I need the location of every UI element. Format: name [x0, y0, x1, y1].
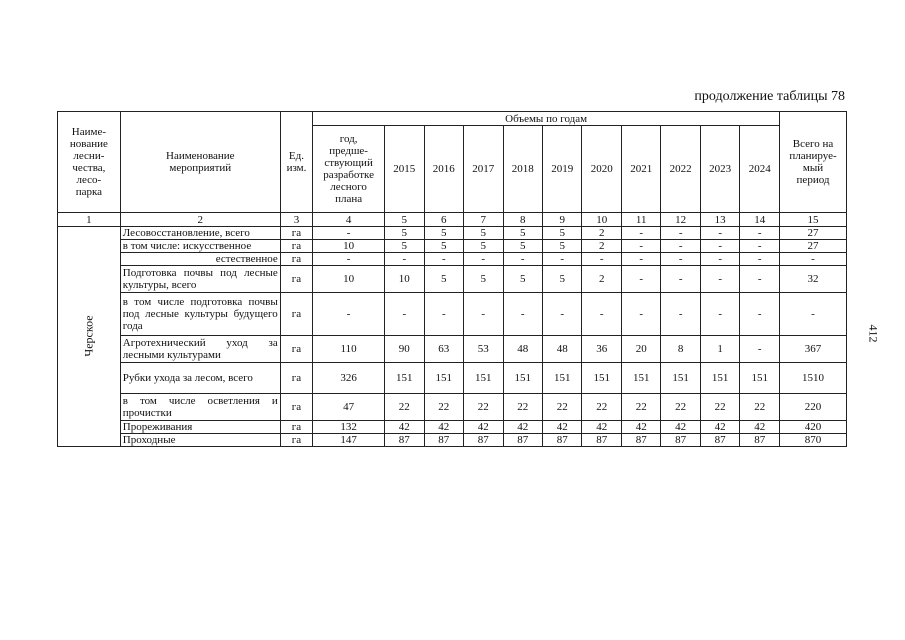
- value-cell: 22: [621, 394, 660, 421]
- header-year-2021: 2021: [621, 126, 660, 213]
- value-cell: 151: [464, 363, 503, 394]
- value-cell: 22: [542, 394, 581, 421]
- total-cell: 27: [780, 240, 847, 253]
- value-cell: -: [740, 227, 780, 240]
- value-cell: -: [313, 253, 385, 266]
- value-cell: -: [661, 227, 700, 240]
- table-row: [58, 421, 847, 434]
- column-number: 14: [740, 213, 780, 227]
- value-cell: -: [385, 253, 424, 266]
- value-cell: 1: [700, 336, 739, 363]
- value-cell: 110: [313, 336, 385, 363]
- unit-cell: га: [280, 227, 312, 240]
- value-cell: 42: [424, 421, 463, 434]
- value-cell: -: [503, 293, 542, 336]
- forestry-cell: [58, 227, 121, 447]
- value-cell: 90: [385, 336, 424, 363]
- table-row: [58, 266, 847, 293]
- header-unit-text: Ед. изм.: [286, 150, 307, 174]
- value-cell: 48: [503, 336, 542, 363]
- value-cell: 5: [503, 240, 542, 253]
- value-cell: -: [661, 240, 700, 253]
- value-cell: -: [700, 253, 739, 266]
- header-year-2018: 2018: [503, 126, 542, 213]
- value-cell: 151: [700, 363, 739, 394]
- value-cell: 42: [385, 421, 424, 434]
- value-cell: 132: [313, 421, 385, 434]
- value-cell: 147: [313, 434, 385, 447]
- value-cell: -: [424, 293, 463, 336]
- total-cell: 27: [780, 227, 847, 240]
- header-forestry: [58, 112, 121, 213]
- value-cell: -: [621, 240, 660, 253]
- unit-cell: га: [280, 293, 312, 336]
- column-number: 9: [542, 213, 581, 227]
- measure-name: Агротехнический уход за лесными культурами: [120, 336, 280, 363]
- header-year-2020: 2020: [582, 126, 621, 213]
- value-cell: 151: [582, 363, 621, 394]
- value-cell: 10: [313, 266, 385, 293]
- value-cell: 151: [542, 363, 581, 394]
- header-prev-year: [313, 126, 385, 213]
- value-cell: 42: [464, 421, 503, 434]
- header-year-2017: 2017: [464, 126, 503, 213]
- value-cell: -: [740, 240, 780, 253]
- value-cell: 87: [542, 434, 581, 447]
- header-by-years: Объемы по годам: [313, 112, 780, 126]
- table-row: [58, 363, 847, 394]
- value-cell: -: [582, 253, 621, 266]
- header-measure: [120, 112, 280, 213]
- value-cell: 5: [385, 227, 424, 240]
- value-cell: 151: [740, 363, 780, 394]
- value-cell: 22: [464, 394, 503, 421]
- header-year-2016: 2016: [424, 126, 463, 213]
- forestry-name: Черское: [81, 315, 96, 357]
- value-cell: -: [740, 293, 780, 336]
- header-forestry-text: Наиме- нование лесни- чества, лесо- парка: [69, 126, 108, 198]
- value-cell: 36: [582, 336, 621, 363]
- value-cell: -: [700, 293, 739, 336]
- forest-measures-table: [57, 111, 847, 447]
- value-cell: -: [424, 253, 463, 266]
- measure-name: в том числе: искусственное: [120, 240, 280, 253]
- value-cell: 42: [582, 421, 621, 434]
- value-cell: 87: [503, 434, 542, 447]
- value-cell: 22: [424, 394, 463, 421]
- unit-cell: га: [280, 363, 312, 394]
- page-number: 412: [866, 324, 881, 343]
- header-unit: [280, 112, 312, 213]
- total-cell: 367: [780, 336, 847, 363]
- value-cell: -: [542, 293, 581, 336]
- column-number: 2: [120, 213, 280, 227]
- total-cell: 870: [780, 434, 847, 447]
- column-number: 11: [621, 213, 660, 227]
- table-row: [58, 227, 847, 240]
- value-cell: -: [621, 293, 660, 336]
- value-cell: 5: [424, 266, 463, 293]
- value-cell: 5: [503, 227, 542, 240]
- value-cell: -: [621, 227, 660, 240]
- column-number: 15: [780, 213, 847, 227]
- measure-name: Прореживания: [120, 421, 280, 434]
- value-cell: 151: [385, 363, 424, 394]
- value-cell: 87: [582, 434, 621, 447]
- unit-cell: га: [280, 394, 312, 421]
- value-cell: 5: [464, 240, 503, 253]
- value-cell: 151: [424, 363, 463, 394]
- value-cell: 5: [385, 240, 424, 253]
- measure-name: Рубки ухода за лесом, всего: [120, 363, 280, 394]
- value-cell: 5: [424, 240, 463, 253]
- value-cell: 47: [313, 394, 385, 421]
- value-cell: -: [621, 266, 660, 293]
- total-cell: 1510: [780, 363, 847, 394]
- value-cell: -: [661, 293, 700, 336]
- header-year-2015: 2015: [385, 126, 424, 213]
- header-year-2022: 2022: [661, 126, 700, 213]
- value-cell: 87: [700, 434, 739, 447]
- value-cell: -: [582, 293, 621, 336]
- total-cell: 420: [780, 421, 847, 434]
- value-cell: 53: [464, 336, 503, 363]
- value-cell: -: [740, 336, 780, 363]
- value-cell: 2: [582, 227, 621, 240]
- value-cell: 42: [621, 421, 660, 434]
- value-cell: 42: [503, 421, 542, 434]
- measure-name: в том числе осветления и прочистки: [120, 394, 280, 421]
- value-cell: 151: [661, 363, 700, 394]
- value-cell: 8: [661, 336, 700, 363]
- value-cell: 42: [542, 421, 581, 434]
- value-cell: 5: [542, 240, 581, 253]
- header-year-2019: 2019: [542, 126, 581, 213]
- column-number: 7: [464, 213, 503, 227]
- table-row: [58, 394, 847, 421]
- value-cell: -: [503, 253, 542, 266]
- value-cell: -: [464, 253, 503, 266]
- value-cell: 87: [385, 434, 424, 447]
- measure-name: Проходные: [120, 434, 280, 447]
- value-cell: 42: [700, 421, 739, 434]
- measure-name: Подготовка почвы под лесные культуры, всего: [120, 266, 280, 293]
- value-cell: 2: [582, 266, 621, 293]
- value-cell: 151: [503, 363, 542, 394]
- value-cell: 42: [740, 421, 780, 434]
- value-cell: 5: [503, 266, 542, 293]
- table-row: [58, 336, 847, 363]
- header-year-2024: 2024: [740, 126, 780, 213]
- value-cell: 10: [313, 240, 385, 253]
- value-cell: 63: [424, 336, 463, 363]
- value-cell: -: [700, 240, 739, 253]
- header-total-text: Всего на планируе- мый период: [789, 138, 837, 186]
- column-number: 4: [313, 213, 385, 227]
- value-cell: 5: [424, 227, 463, 240]
- value-cell: 326: [313, 363, 385, 394]
- column-number: 6: [424, 213, 463, 227]
- unit-cell: га: [280, 266, 312, 293]
- unit-cell: га: [280, 240, 312, 253]
- total-cell: -: [780, 253, 847, 266]
- value-cell: 87: [661, 434, 700, 447]
- value-cell: 22: [582, 394, 621, 421]
- total-cell: 32: [780, 266, 847, 293]
- value-cell: -: [464, 293, 503, 336]
- value-cell: -: [385, 293, 424, 336]
- unit-cell: га: [280, 336, 312, 363]
- table-caption: продолжение таблицы 78: [694, 89, 845, 104]
- column-number: 5: [385, 213, 424, 227]
- value-cell: 87: [621, 434, 660, 447]
- value-cell: 22: [385, 394, 424, 421]
- value-cell: 87: [424, 434, 463, 447]
- value-cell: 22: [503, 394, 542, 421]
- value-cell: 5: [542, 227, 581, 240]
- value-cell: 22: [700, 394, 739, 421]
- value-cell: -: [542, 253, 581, 266]
- column-number: 13: [700, 213, 739, 227]
- total-cell: 220: [780, 394, 847, 421]
- value-cell: -: [740, 253, 780, 266]
- column-number: 3: [280, 213, 312, 227]
- total-cell: -: [780, 293, 847, 336]
- value-cell: -: [661, 266, 700, 293]
- header-prev-year-text: год, предше- ствующий разработке лесного плана: [323, 133, 375, 205]
- value-cell: -: [700, 266, 739, 293]
- value-cell: 87: [464, 434, 503, 447]
- value-cell: 5: [464, 227, 503, 240]
- value-cell: 87: [740, 434, 780, 447]
- unit-cell: га: [280, 253, 312, 266]
- value-cell: 20: [621, 336, 660, 363]
- value-cell: -: [740, 266, 780, 293]
- column-number: 12: [661, 213, 700, 227]
- table-row: [58, 434, 847, 447]
- column-number: 10: [582, 213, 621, 227]
- value-cell: 22: [740, 394, 780, 421]
- value-cell: -: [313, 227, 385, 240]
- value-cell: 10: [385, 266, 424, 293]
- value-cell: -: [661, 253, 700, 266]
- column-number: 1: [58, 213, 121, 227]
- header-year-2023: 2023: [700, 126, 739, 213]
- measure-name: Лесовосстановление, всего: [120, 227, 280, 240]
- measure-name: в том числе подготовка почвы под лесные культуры будущего года: [120, 293, 280, 336]
- measure-name: естественное: [120, 253, 280, 266]
- unit-cell: га: [280, 421, 312, 434]
- header-total: [780, 112, 847, 213]
- value-cell: -: [621, 253, 660, 266]
- value-cell: 5: [542, 266, 581, 293]
- value-cell: 48: [542, 336, 581, 363]
- value-cell: 151: [621, 363, 660, 394]
- column-number: 8: [503, 213, 542, 227]
- table-row: [58, 253, 847, 266]
- value-cell: -: [313, 293, 385, 336]
- value-cell: 5: [464, 266, 503, 293]
- table-row: [58, 240, 847, 253]
- value-cell: -: [700, 227, 739, 240]
- table-row: [58, 293, 847, 336]
- header-measure-text: Наименование мероприятий: [166, 150, 235, 174]
- unit-cell: га: [280, 434, 312, 447]
- value-cell: 2: [582, 240, 621, 253]
- value-cell: 42: [661, 421, 700, 434]
- value-cell: 22: [661, 394, 700, 421]
